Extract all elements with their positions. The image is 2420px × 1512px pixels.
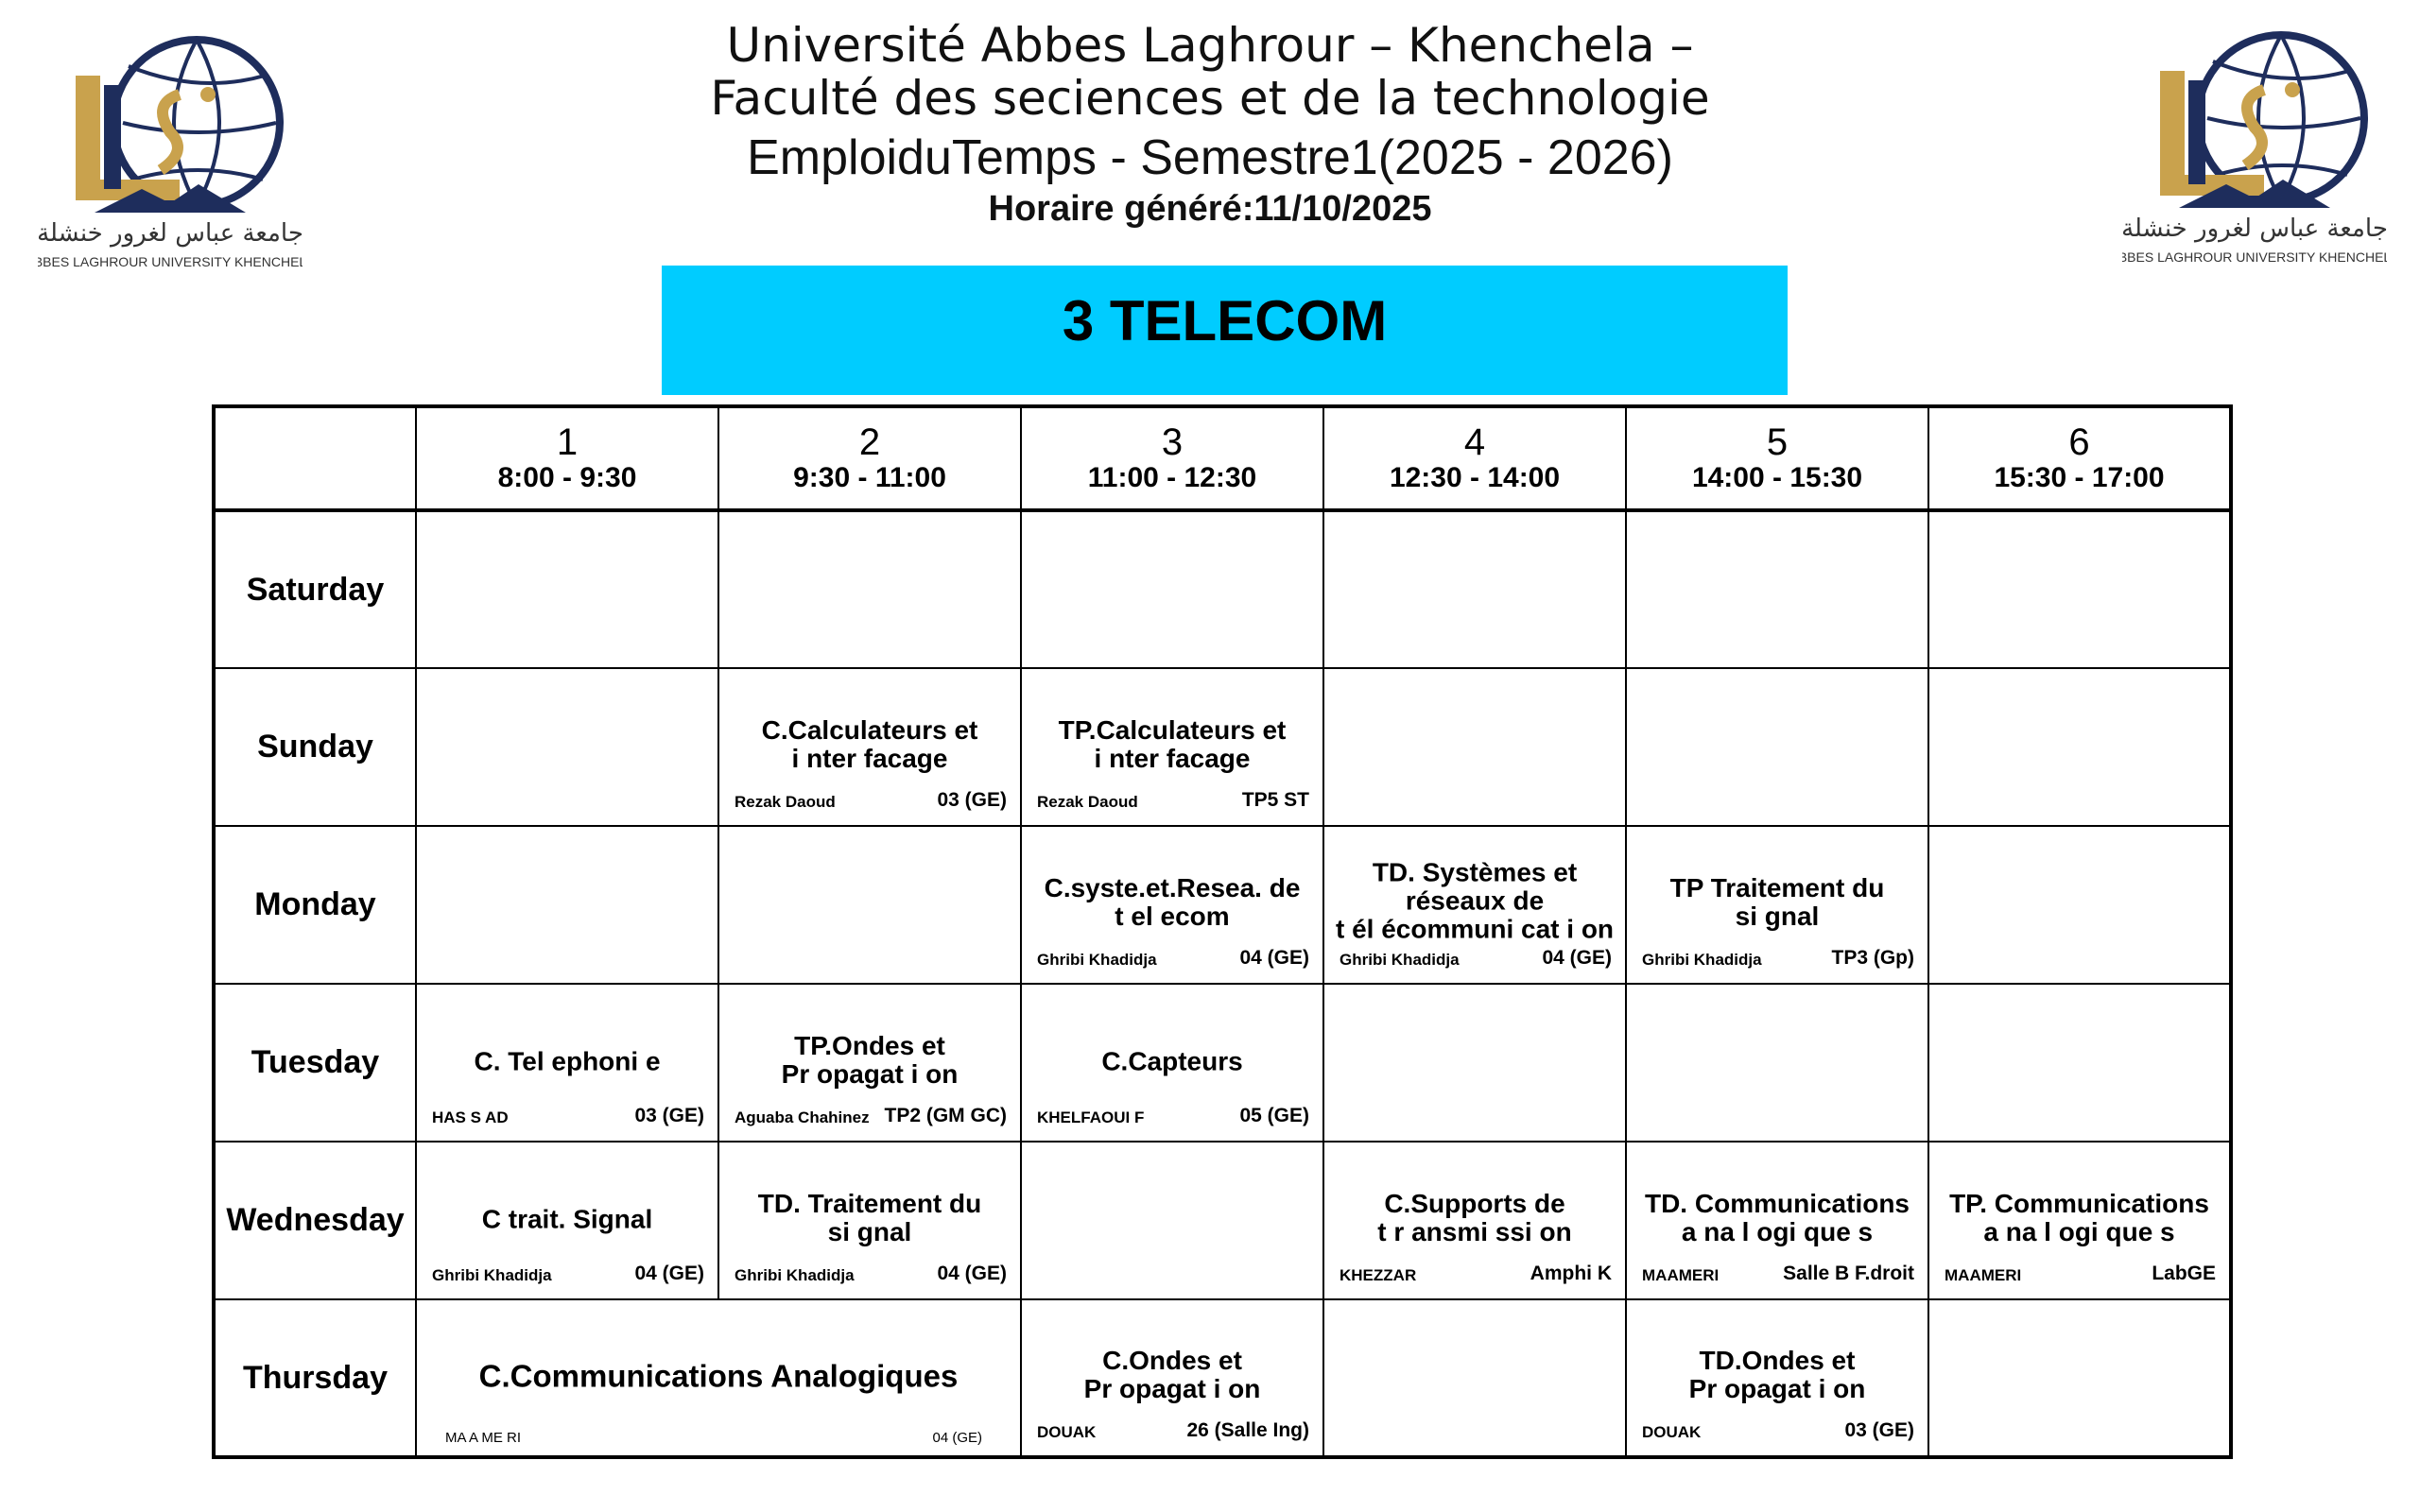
slot-header — [1021, 406, 1323, 510]
day-row — [214, 668, 2231, 826]
teacher-name: Ghribi Khadidja — [1642, 951, 1762, 969]
slot-time: 8:00 - 9:30 — [497, 462, 637, 493]
empty-cell — [416, 826, 718, 984]
teacher-name: HAS S AD — [432, 1108, 509, 1126]
course-name: TP Traitement du si gnal — [1669, 872, 1885, 931]
teacher-name: Ghribi Khadidja — [432, 1266, 552, 1284]
empty-cell — [1928, 668, 2231, 826]
empty-cell — [1021, 510, 1323, 668]
teacher-name: Ghribi Khadidja — [735, 1266, 855, 1284]
day-row — [214, 1142, 2231, 1299]
corner-cell — [214, 406, 416, 510]
session-cell[interactable] — [416, 1142, 718, 1299]
session-cell[interactable] — [1021, 826, 1323, 984]
room-name: 03 (GE) — [1844, 1419, 1914, 1441]
course-name: C. Tel ephoni e — [474, 1046, 661, 1075]
room-name: TP2 (GM GC) — [884, 1105, 1007, 1126]
teacher-name: Rezak Daoud — [735, 793, 836, 811]
course-name: C.Supports de t r ansmi ssi on — [1377, 1188, 1572, 1246]
slot-header — [718, 406, 1021, 510]
day-label: Sunday — [214, 668, 416, 826]
slot-header — [1626, 406, 1928, 510]
empty-cell — [1323, 510, 1626, 668]
room-name: Amphi K — [1530, 1263, 1612, 1284]
slot-time: 14:00 - 15:30 — [1691, 462, 1863, 493]
room-name: 04 (GE) — [932, 1430, 982, 1446]
empty-cell — [1626, 984, 1928, 1142]
timetable-header-row — [214, 406, 2231, 510]
empty-cell — [1928, 826, 2231, 984]
course-name: C.Communications Analogiques — [478, 1358, 959, 1394]
course-name: TD. Communications a na l ogi que s — [1644, 1188, 1910, 1246]
university-name: Université Abbes Laghrour – Khenchela – — [726, 18, 1694, 73]
slot-time: 12:30 - 14:00 — [1389, 462, 1561, 493]
empty-cell — [1323, 668, 1626, 826]
group-name: 3 TELECOM — [1062, 289, 1388, 352]
session-cell[interactable] — [416, 1299, 1021, 1457]
slot-time: 11:00 - 12:30 — [1087, 462, 1257, 493]
svg-text:جامعة عباس لغرور خنشلة: جامعة عباس لغرور خنشلة — [38, 219, 302, 248]
course-name: TD. Systèmes et réseaux de t él écommuni cat i on — [1335, 857, 1615, 943]
room-name: 04 (GE) — [1542, 947, 1612, 969]
slot-time: 15:30 - 17:00 — [1994, 462, 2165, 493]
room-name: Salle B F.droit — [1783, 1263, 1914, 1284]
empty-cell — [416, 668, 718, 826]
group-banner — [662, 266, 1788, 395]
slot-number: 2 — [858, 421, 881, 463]
empty-cell — [1323, 984, 1626, 1142]
teacher-name: MAAMERI — [1642, 1266, 1720, 1284]
course-name: C.syste.et.Resea. de t el ecom — [1044, 872, 1301, 931]
slot-time: 9:30 - 11:00 — [793, 462, 946, 493]
slot-number: 4 — [1463, 421, 1486, 463]
course-name: C.Ondes et Pr opagat i on — [1083, 1346, 1261, 1403]
schedule-title: EmploiduTemps - Semestre1(2025 - 2026) — [747, 130, 1673, 185]
teacher-name: MA A ME RI — [445, 1430, 522, 1446]
room-name: 04 (GE) — [1239, 947, 1309, 969]
session-cell[interactable] — [1021, 668, 1323, 826]
empty-cell — [1928, 510, 2231, 668]
session-cell[interactable] — [1021, 984, 1323, 1142]
teacher-name: DOUAK — [1642, 1423, 1702, 1441]
day-row — [214, 984, 2231, 1142]
teacher-name: Aguaba Chahinez — [735, 1108, 870, 1126]
room-name: TP3 (Gp) — [1831, 947, 1914, 969]
room-name: 05 (GE) — [1239, 1105, 1309, 1126]
slot-number: 3 — [1161, 421, 1184, 463]
session-cell[interactable] — [1323, 826, 1626, 984]
session-cell[interactable] — [718, 668, 1021, 826]
empty-cell — [1928, 1299, 2231, 1457]
course-name: TP.Calculateurs et i nter facage — [1058, 714, 1287, 773]
course-name: C.Calculateurs et i nter facage — [761, 714, 978, 773]
faculty-name: Faculté des seciences et de la technologie — [710, 71, 1710, 126]
day-label: Wednesday — [214, 1142, 416, 1299]
slot-number: 6 — [2068, 421, 2090, 463]
teacher-name: DOUAK — [1037, 1423, 1097, 1441]
day-label: Tuesday — [214, 984, 416, 1142]
empty-cell — [1323, 1299, 1626, 1457]
teacher-name: KHELFAOUI F — [1037, 1108, 1145, 1126]
session-cell[interactable] — [416, 984, 718, 1142]
course-name: C.Capteurs — [1101, 1046, 1243, 1075]
session-cell[interactable] — [1323, 1142, 1626, 1299]
course-name: TD. Traitement du si gnal — [757, 1188, 982, 1246]
day-row — [214, 1299, 2231, 1457]
room-name: 04 (GE) — [634, 1263, 704, 1284]
room-name: TP5 ST — [1241, 789, 1309, 811]
slot-number: 5 — [1766, 421, 1789, 463]
empty-cell — [718, 510, 1021, 668]
empty-cell — [1021, 1142, 1323, 1299]
day-row — [214, 826, 2231, 984]
empty-cell — [1626, 510, 1928, 668]
course-name: TP.Ondes et Pr opagat i on — [781, 1030, 959, 1089]
teacher-name: Ghribi Khadidja — [1037, 951, 1157, 969]
session-cell[interactable] — [1928, 1142, 2231, 1299]
timetable — [212, 404, 2233, 1459]
session-cell[interactable] — [718, 1142, 1021, 1299]
teacher-name: MAAMERI — [1945, 1266, 2022, 1284]
slot-number: 1 — [556, 421, 579, 463]
room-name: 04 (GE) — [937, 1263, 1007, 1284]
empty-cell — [1626, 668, 1928, 826]
room-name: LabGE — [2152, 1263, 2216, 1284]
teacher-name: KHEZZAR — [1340, 1266, 1417, 1284]
session-cell[interactable] — [1021, 1299, 1323, 1457]
session-cell[interactable] — [1626, 1142, 1928, 1299]
room-name: 26 (Salle Ing) — [1186, 1419, 1309, 1441]
document-header — [0, 19, 2420, 231]
day-label: Thursday — [214, 1299, 416, 1457]
course-name: TD.Ondes et Pr opagat i on — [1688, 1346, 1866, 1403]
day-row — [214, 510, 2231, 668]
empty-cell — [1928, 984, 2231, 1142]
course-name: C trait. Signal — [481, 1204, 653, 1233]
session-cell[interactable] — [1626, 826, 1928, 984]
course-name: TP. Communications a na l ogi que s — [1949, 1188, 2209, 1246]
room-name: 03 (GE) — [937, 789, 1007, 811]
svg-text:ABBES LAGHROUR UNIVERSITY KHEN: ABBES LAGHROUR UNIVERSITY KHENCHELA — [2122, 249, 2387, 265]
session-cell[interactable] — [718, 984, 1021, 1142]
svg-text:ABBES LAGHROUR UNIVERSITY KHEN: ABBES LAGHROUR UNIVERSITY KHENCHELA — [38, 254, 302, 269]
slot-header — [416, 406, 718, 510]
session-cell[interactable] — [1626, 1299, 1928, 1457]
svg-text:جامعة عباس لغرور خنشلة: جامعة عباس لغرور خنشلة — [2122, 215, 2387, 243]
empty-cell — [416, 510, 718, 668]
slot-header — [1928, 406, 2231, 510]
teacher-name: Ghribi Khadidja — [1340, 951, 1460, 969]
day-label: Saturday — [214, 510, 416, 668]
slot-header — [1323, 406, 1626, 510]
generated-date: Horaire généré:11/10/2025 — [988, 189, 1432, 229]
empty-cell — [718, 826, 1021, 984]
teacher-name: Rezak Daoud — [1037, 793, 1138, 811]
room-name: 03 (GE) — [634, 1105, 704, 1126]
day-label: Monday — [214, 826, 416, 984]
